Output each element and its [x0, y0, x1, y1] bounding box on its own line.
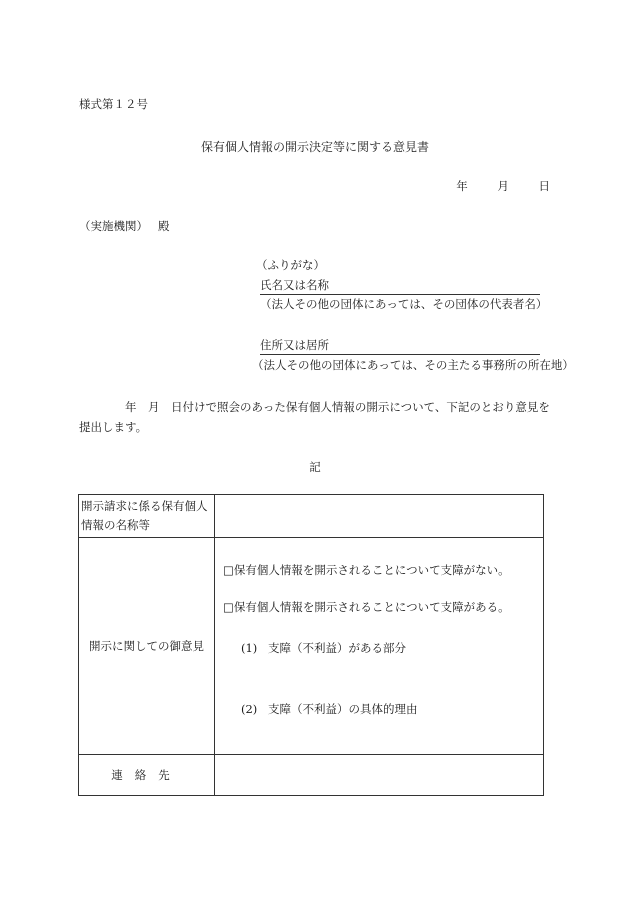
opinion-label: 開示に関しての御意見	[79, 538, 215, 755]
addressee-org: （実施機関）	[79, 219, 148, 233]
document-title: 保有個人情報の開示決定等に関する意見書	[200, 140, 429, 154]
name-field[interactable]: 氏名又は名称	[260, 277, 540, 295]
addressee	[79, 218, 170, 234]
sub-item-1	[241, 640, 406, 656]
form-number: 様式第１２号	[79, 97, 148, 111]
date-day[interactable]: 日	[538, 179, 550, 193]
addressee-honorific: 殿	[158, 219, 170, 233]
info-name-value[interactable]	[215, 495, 544, 538]
opinion-cell	[215, 538, 544, 755]
ki-heading: 記	[309, 460, 321, 474]
table-row	[79, 755, 544, 796]
option-no-objection[interactable]: □保有個人情報を開示されることについて支障がない。	[223, 563, 510, 577]
furigana-label: （ふりがな）	[256, 258, 325, 272]
sub-item-1-text: 支障（不利益）がある部分	[268, 641, 406, 655]
date-year[interactable]: 年	[456, 179, 468, 193]
contact-label: 連絡先	[79, 755, 215, 796]
sub-item-1-num: (1)	[241, 641, 258, 655]
sub-item-2	[241, 701, 418, 717]
date-month[interactable]: 月	[497, 179, 509, 193]
sub-item-2-num: (2)	[241, 702, 258, 716]
sub-item-2-text: 支障（不利益）の具体的理由	[268, 702, 418, 716]
address-note: （法人その他の団体にあっては、その主たる事務所の所在地）	[252, 358, 574, 372]
body-text: 年 月 日付けで照会のあった保有個人情報の開示について、下記のとおり意見を提出します。	[79, 400, 550, 434]
name-note: （法人その他の団体にあっては、その団体の代表者名）	[260, 297, 548, 311]
table-row	[79, 495, 544, 538]
table-row	[79, 538, 544, 755]
contact-value[interactable]	[215, 755, 544, 796]
opinion-table	[78, 494, 544, 796]
option-objection[interactable]: □保有個人情報を開示されることについて支障がある。	[223, 600, 510, 614]
address-field[interactable]: 住所又は居所	[260, 337, 540, 355]
date-line	[430, 178, 550, 194]
info-name-label: 開示請求に係る保有個人情報の名称等	[79, 495, 215, 538]
